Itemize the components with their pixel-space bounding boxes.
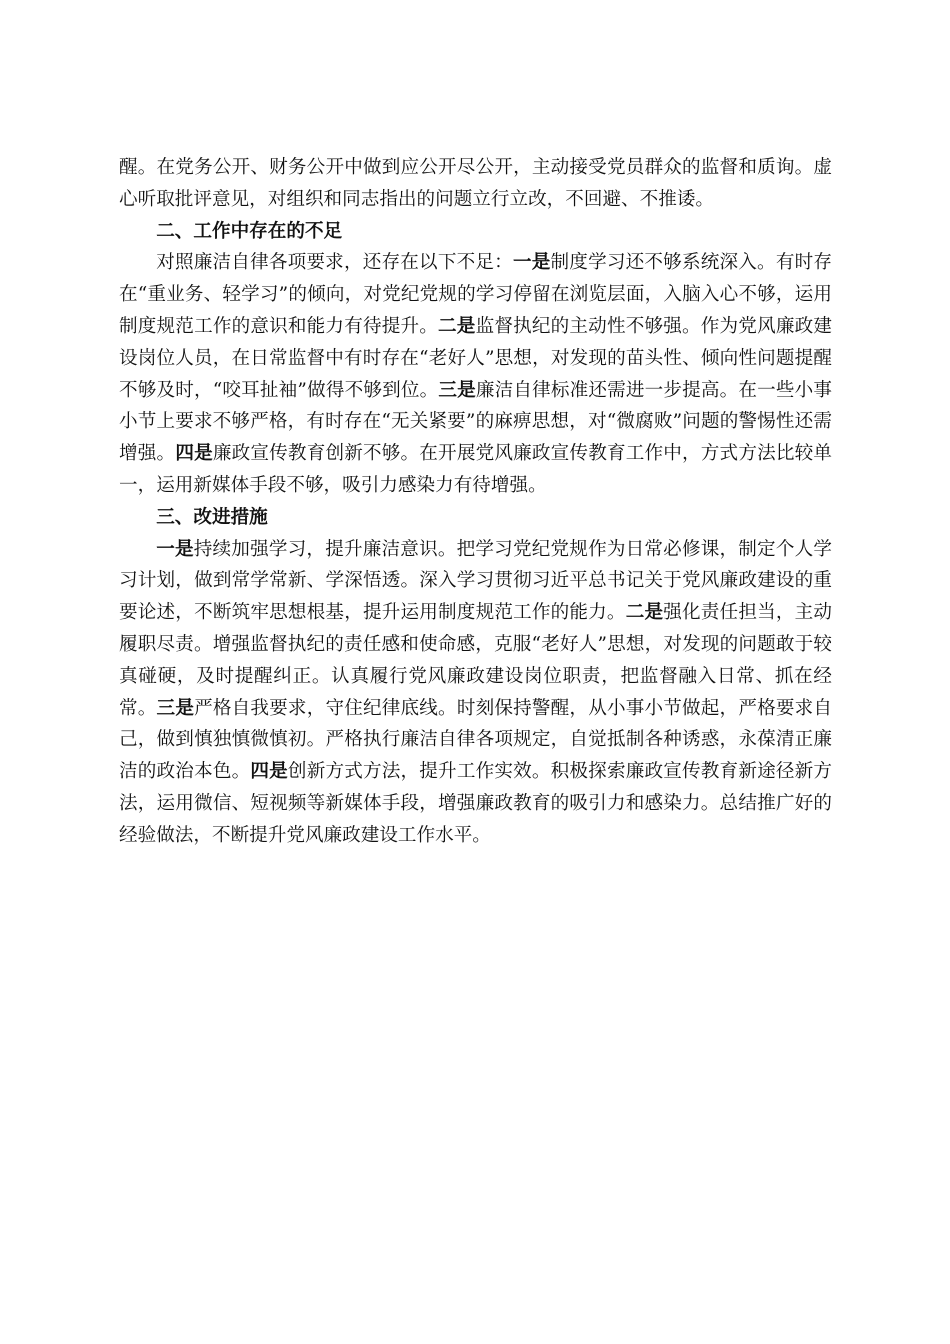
measure-text: 持续加强学习，提升廉洁意识。把学习党纪党规作为日常必修课，制定个人学习计划，做到常学常新、学深悟透。深入学习贯彻习近平总书记关于党风廉政建设的重要论述，不断筑牢思想根基，提升运用制度规范工作的能力。 [119,538,832,624]
measure-text: 强化责任担当，主动履职尽责。增强监督执纪的责任感和使命感，克服“老好人”思想，对发现的问题敢于较真碰硬，及时提醒纠正。认真履行党风廉政建设岗位职责，把监督融入日常、抓在经常。 [119,602,832,719]
section-heading-measures: 三、改进措施 [156,506,268,528]
shortcoming-label: 二是 [438,315,476,337]
shortcoming-text: 廉洁自律标准还需进一步提高。在一些小事小节上要求不够严格，有时存在“无关紧要”的麻痹思想，对“微腐败”问题的警惕性还需增强。 [119,379,832,465]
shortcoming-label: 一是 [512,252,551,274]
shortcomings-paragraph [119,247,832,501]
measure-label: 二是 [625,602,664,624]
measure-label: 三是 [156,697,195,719]
measure-text: 创新方式方法，提升工作实效。积极探索廉政宣传教育新途径新方法，运用微信、短视频等新媒体手段，增强廉政教育的吸引力和感染力。总结推广好的经验做法，不断提升党风廉政建设工作水平。 [119,761,832,846]
shortcoming-text: 监督执纪的主动性不够强。作为党风廉政建设岗位人员，在日常监督中有时存在“老好人”思想，对发现的苗头性、倾向性问题提醒不够及时，“咬耳扯袖”做得不够到位。 [119,315,832,401]
document-page [119,152,832,852]
shortcoming-label: 四是 [175,443,213,465]
measure-label: 四是 [250,761,288,783]
shortcoming-text: 廉政宣传教育创新不够。在开展党风廉政宣传教育工作中，方式方法比较单一，运用新媒体手段不够，吸引力感染力有待增强。 [119,443,832,496]
measures-paragraph [119,534,832,852]
shortcoming-text: 制度学习还不够系统深入。有时存在“重业务、轻学习”的倾向，对党纪党规的学习停留在浏览层面，入脑入心不够，运用制度规范工作的意识和能力有待提升。 [119,252,832,337]
section-heading-shortcomings: 二、工作中存在的不足 [156,220,343,242]
shortcoming-label: 三是 [438,379,476,401]
measure-label: 一是 [156,538,194,560]
intro-paragraph: 醒。在党务公开、财务公开中做到应公开尽公开，主动接受党员群众的监督和质询。虚心听取批评意见，对组织和同志指出的问题立行立改，不回避、不推诿。 [119,157,832,210]
measure-text: 严格自我要求，守住纪律底线。时刻保持警醒，从小事小节做起，严格要求自己，做到慎独慎微慎初。严格执行廉洁自律各项规定，自觉抵制各种诱惑，永葆清正廉洁的政治本色。 [119,697,832,783]
shortcomings-lead: 对照廉洁自律各项要求，还存在以下不足： [156,252,513,274]
